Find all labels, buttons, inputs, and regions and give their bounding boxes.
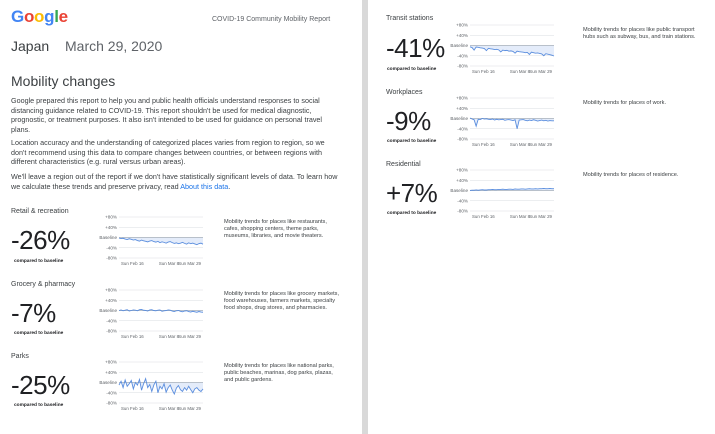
y-tick-label: Baseline — [99, 308, 117, 314]
category-description-residential: Mobility trends for places of residence. — [583, 172, 679, 178]
compared-label: compared to baseline — [387, 139, 437, 144]
x-tick-label: Sun Mar 8 — [158, 406, 180, 411]
compared-label: compared to baseline — [14, 403, 64, 408]
intro-paragraph-1: Google prepared this report to help you and public health officials understand responses to social distancing guidance related to COVID-19. This report shouldn't be used for medical diagnostic, prognostic, or treatment purposes. It also isn't intended to be used for guidance on personal travel plans. — [11, 96, 323, 134]
x-tick-label: Sun Mar 8 — [509, 142, 531, 147]
y-tick-label: +80% — [456, 95, 468, 101]
google-logo: Google — [11, 7, 68, 26]
intro-paragraph-3-text: We'll leave a region out of the report if we don't have statistically significant levels of data. To learn how we calculate these trends and preserve privacy, read — [11, 172, 338, 191]
y-tick-label: -80% — [457, 136, 468, 142]
y-tick-label: +80% — [105, 214, 117, 220]
category-title-grocery: Grocery & pharmacy — [11, 281, 76, 288]
y-tick-label: -80% — [457, 208, 468, 214]
category-value-parks: -25% — [11, 370, 70, 400]
y-tick-label: -40% — [106, 318, 117, 324]
y-tick-label: -40% — [106, 390, 117, 396]
y-tick-label: Baseline — [99, 235, 117, 241]
category-title-transit: Transit stations — [386, 15, 434, 22]
y-tick-label: -80% — [457, 63, 468, 69]
y-tick-label: +80% — [456, 167, 468, 173]
compared-label: compared to baseline — [387, 211, 437, 216]
intro-paragraph-2: Location accuracy and the understanding of categorized places varies from region to region, so we don't recommend using this data to compare changes between countries, or between regions with different characteristics (e.g. rural versus urban areas). — [11, 138, 325, 167]
y-tick-label: -40% — [457, 53, 468, 59]
series-area — [470, 118, 554, 129]
y-tick-label: +40% — [105, 369, 117, 375]
x-tick-label: Sun Mar 29 — [178, 261, 201, 266]
chart-workplaces — [446, 93, 558, 151]
category-description-grocery: Mobility trends for places like grocery markets, food warehouses, farmers markets, specialty food shops, drug stores, and pharmacies. — [224, 291, 340, 312]
y-tick-label: Baseline — [450, 43, 468, 49]
x-tick-label: Sun Feb 16 — [121, 261, 144, 266]
category-value-workplaces: -9% — [386, 106, 431, 136]
y-tick-label: +40% — [105, 224, 117, 230]
y-tick-label: -40% — [106, 245, 117, 251]
y-tick-label: +80% — [105, 287, 117, 293]
category-title-parks: Parks — [11, 353, 29, 360]
chart-grocery — [95, 285, 207, 343]
x-tick-label: Sun Mar 8 — [509, 69, 531, 74]
category-title-residential: Residential — [386, 161, 421, 168]
category-description-workplaces: Mobility trends for places of work. — [583, 100, 667, 106]
category-description-parks: Mobility trends for places like national parks, public beaches, marinas, dog parks, plazas, and public gardens. — [224, 363, 334, 384]
y-tick-label: -80% — [106, 328, 117, 334]
x-tick-label: Sun Mar 8 — [509, 214, 531, 219]
report-title: COVID-19 Community Mobility Report — [212, 16, 331, 23]
country-name: Japan — [11, 38, 50, 54]
compared-label: compared to baseline — [14, 331, 64, 336]
x-tick-label: Sun Mar 8 — [158, 334, 180, 339]
y-tick-label: +40% — [456, 177, 468, 183]
x-tick-label: Sun Feb 16 — [472, 142, 495, 147]
intro-paragraph-3 — [11, 172, 341, 191]
category-value-retail: -26% — [11, 225, 70, 255]
category-value-grocery: -7% — [11, 298, 56, 328]
x-tick-label: Sun Mar 8 — [158, 261, 180, 266]
x-tick-label: Sun Feb 16 — [472, 214, 495, 219]
y-tick-label: +80% — [456, 22, 468, 28]
x-tick-label: Sun Mar 29 — [529, 69, 552, 74]
compared-label: compared to baseline — [387, 67, 437, 72]
category-value-transit: -41% — [386, 33, 445, 63]
compared-label: compared to baseline — [14, 259, 64, 264]
category-description-transit: Mobility trends for places like public transport hubs such as subway, bus, and train stations. — [583, 27, 696, 41]
x-tick-label: Sun Mar 29 — [529, 214, 552, 219]
y-tick-label: Baseline — [450, 116, 468, 122]
y-tick-label: +40% — [456, 105, 468, 111]
about-this-data-link[interactable]: About this data — [180, 181, 229, 191]
report-page-2 — [368, 0, 715, 434]
y-tick-label: -80% — [106, 400, 117, 406]
y-tick-label: +80% — [105, 359, 117, 365]
x-tick-label: Sun Feb 16 — [121, 406, 144, 411]
chart-transit — [446, 20, 558, 78]
report-date: March 29, 2020 — [65, 38, 163, 54]
intro-paragraph-3-end: . — [228, 181, 231, 191]
chart-residential — [446, 165, 558, 223]
x-tick-label: Sun Mar 29 — [529, 142, 552, 147]
x-tick-label: Sun Feb 16 — [121, 334, 144, 339]
category-value-residential: +7% — [386, 178, 438, 208]
category-title-retail: Retail & recreation — [11, 208, 69, 215]
y-tick-label: +40% — [456, 32, 468, 38]
chart-parks — [95, 357, 207, 415]
chart-retail — [95, 212, 207, 270]
y-tick-label: -40% — [457, 126, 468, 132]
y-tick-label: -40% — [457, 198, 468, 204]
category-description-retail: Mobility trends for places like restaurants, cafes, shopping centers, theme parks, museums, libraries, and movie theaters. — [224, 219, 327, 240]
y-tick-label: +40% — [105, 297, 117, 303]
y-tick-label: Baseline — [99, 380, 117, 386]
y-tick-label: Baseline — [450, 188, 468, 194]
category-title-workplaces: Workplaces — [386, 89, 423, 96]
x-tick-label: Sun Feb 16 — [472, 69, 495, 74]
x-tick-label: Sun Mar 29 — [178, 334, 201, 339]
section-title: Mobility changes — [11, 73, 116, 89]
x-tick-label: Sun Mar 29 — [178, 406, 201, 411]
y-tick-label: -80% — [106, 255, 117, 261]
